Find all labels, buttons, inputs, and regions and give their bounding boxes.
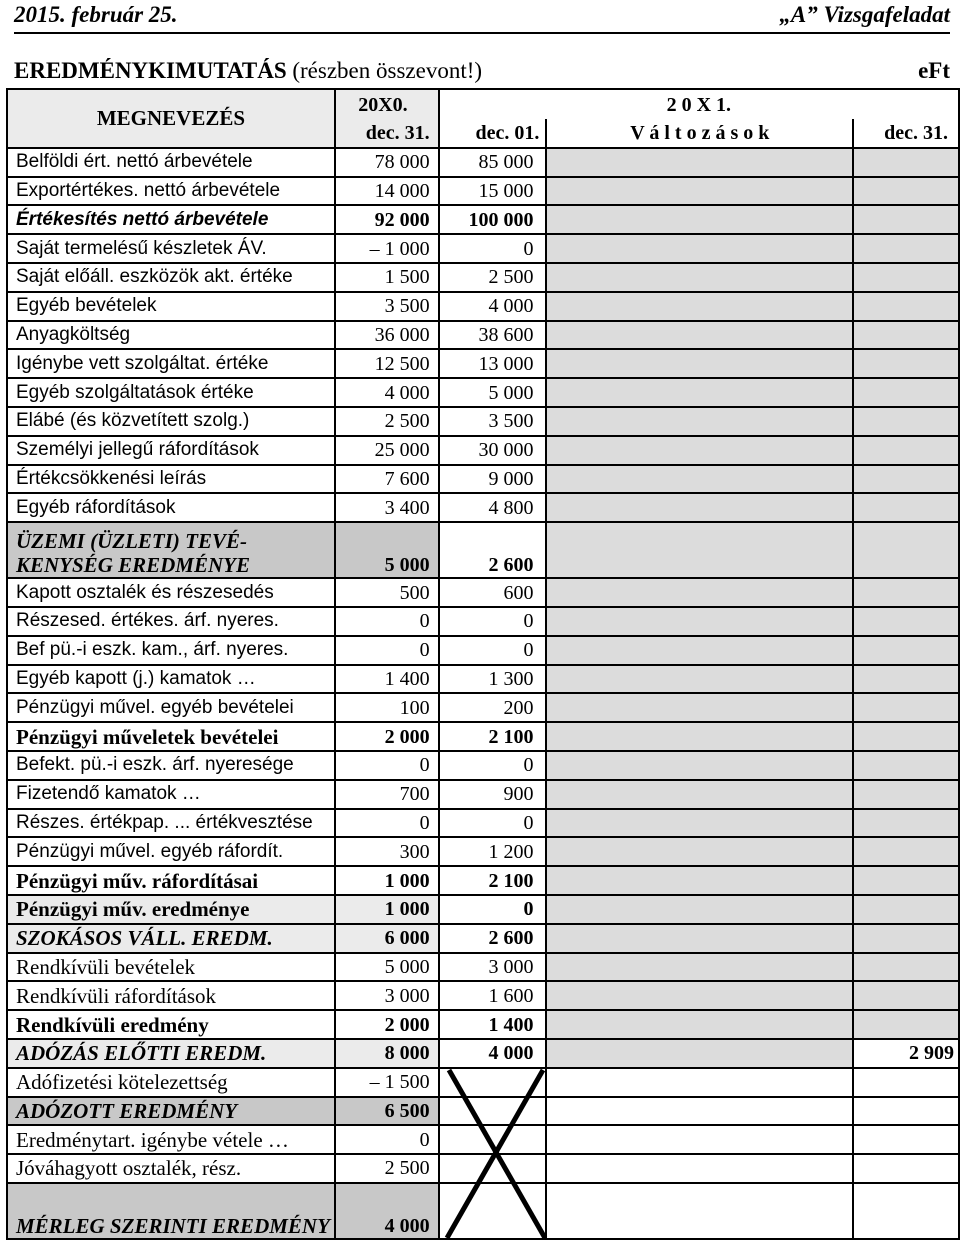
- row-value-y1-start: 4 000: [439, 1039, 547, 1068]
- table-row: [7, 722, 959, 751]
- table-row: [7, 578, 959, 607]
- table-row: [7, 895, 959, 924]
- row-label: Kapott osztalék és részesedés: [7, 578, 335, 607]
- row-value-y1-start: 9 000: [439, 465, 547, 494]
- row-value-y0: 1 000: [335, 895, 439, 924]
- row-value-change: [546, 1010, 853, 1039]
- row-value-change: [546, 693, 853, 722]
- row-value-y0: 3 000: [335, 981, 439, 1010]
- row-value-y1-start: 5 000: [439, 378, 547, 407]
- row-value-y0: 5 000: [335, 522, 439, 578]
- row-label: Igénybe vett szolgáltat. értéke: [7, 349, 335, 378]
- header-y1-top: 2 0 X 1.: [439, 89, 959, 119]
- row-value-y1-end: [853, 809, 959, 838]
- row-value-y1-start: 4 800: [439, 493, 547, 522]
- row-value-y1-end: [853, 866, 959, 895]
- row-value-y1-end: [853, 407, 959, 436]
- header-name: MEGNEVEZÉS: [7, 89, 335, 148]
- row-value-change: [546, 607, 853, 636]
- header-y1-col-c: dec. 31.: [853, 119, 959, 148]
- row-value-y1-start: 3 000: [439, 953, 547, 982]
- row-value-y0: 25 000: [335, 436, 439, 465]
- row-label: Exportértékes. nettó árbevétele: [7, 177, 335, 206]
- row-label: Rendkívüli ráfordítások: [7, 981, 335, 1010]
- header-exam: „A” Vizsgafeladat: [779, 2, 950, 27]
- row-value-y0: 0: [335, 636, 439, 665]
- row-value-y0: 2 500: [335, 407, 439, 436]
- row-value-change: [546, 349, 853, 378]
- row-value-y1-start: 15 000: [439, 177, 547, 206]
- title-main: EREDMÉNYKIMUTATÁS: [14, 58, 287, 83]
- row-value-y0: 1 000: [335, 866, 439, 895]
- row-value-y1-end: [853, 177, 959, 206]
- row-label: Pénzügyi műveletek bevételei: [7, 722, 335, 751]
- row-value-y0: – 1 000: [335, 234, 439, 263]
- row-value-y1-end: [853, 148, 959, 177]
- row-value-y0: 14 000: [335, 177, 439, 206]
- row-label: Részes. értékpap. ... értékvesztése: [7, 809, 335, 838]
- row-value-y1-start: 900: [439, 780, 547, 809]
- table-row: [7, 349, 959, 378]
- row-value-y0: 2 500: [335, 1154, 439, 1183]
- table-row: [7, 607, 959, 636]
- row-value-y0: 0: [335, 809, 439, 838]
- row-value-y1-end: [853, 1097, 959, 1126]
- row-label: Befekt. pü.-i eszk. árf. nyeresége: [7, 751, 335, 780]
- row-value-y1-start: 2 100: [439, 722, 547, 751]
- row-value-y0: 0: [335, 1125, 439, 1154]
- row-value-y0: 5 000: [335, 953, 439, 982]
- table-row: [7, 407, 959, 436]
- row-label: ADÓZÁS ELŐTTI EREDM.: [7, 1039, 335, 1068]
- row-value-y1-start: 85 000: [439, 148, 547, 177]
- row-value-y1-end: [853, 205, 959, 234]
- row-value-change: [546, 407, 853, 436]
- table-row: [7, 981, 959, 1010]
- table-row: [7, 205, 959, 234]
- table-row: [7, 1010, 959, 1039]
- row-value-y1-end: [853, 981, 959, 1010]
- row-value-y1-end: [853, 292, 959, 321]
- row-value-y0: 700: [335, 780, 439, 809]
- row-value-change: [546, 722, 853, 751]
- row-label: SZOKÁSOS VÁLL. EREDM.: [7, 924, 335, 953]
- row-value-y1-end: [853, 1183, 959, 1239]
- table-row: [7, 665, 959, 694]
- row-value-change: [546, 234, 853, 263]
- row-value-change: [546, 837, 853, 866]
- row-value-y0: 12 500: [335, 349, 439, 378]
- row-value-y1-end: [853, 722, 959, 751]
- row-value-y1-start: 1 400: [439, 1010, 547, 1039]
- row-value-change: [546, 895, 853, 924]
- row-label: Adófizetési kötelezettség: [7, 1068, 335, 1097]
- row-value-y1-start: 3 500: [439, 407, 547, 436]
- row-value-y0: 300: [335, 837, 439, 866]
- row-value-y1-end: [853, 1125, 959, 1154]
- row-value-y1-end: [853, 1154, 959, 1183]
- table-row: [7, 866, 959, 895]
- row-value-y1-start: 1 600: [439, 981, 547, 1010]
- row-value-y0: 2 000: [335, 1010, 439, 1039]
- header-y0-top: 20X0.: [335, 89, 439, 119]
- table-row: [7, 263, 959, 292]
- row-value-y1-start: 2 600: [439, 924, 547, 953]
- row-value-y1-end: [853, 522, 959, 578]
- table-row: [7, 837, 959, 866]
- row-value-change: [546, 522, 853, 578]
- row-label: Egyéb bevételek: [7, 292, 335, 321]
- table-row: [7, 953, 959, 982]
- row-value-y1-start: 0: [439, 751, 547, 780]
- table-row: [7, 292, 959, 321]
- row-value-y1-start: 2 500: [439, 263, 547, 292]
- row-value-y0: 6 000: [335, 924, 439, 953]
- row-value-y1-end: [853, 693, 959, 722]
- row-value-y1-start: 1 300: [439, 665, 547, 694]
- row-label: Egyéb szolgáltatások értéke: [7, 378, 335, 407]
- row-value-y0: 36 000: [335, 321, 439, 350]
- row-value-y1-end: [853, 607, 959, 636]
- cross-out-mark: [441, 1066, 551, 1242]
- table-row: [7, 924, 959, 953]
- row-value-y1-end: [853, 436, 959, 465]
- row-label: Értékesítés nettó árbevétele: [7, 205, 335, 234]
- table-row: [7, 436, 959, 465]
- row-label: Belföldi ért. nettó árbevétele: [7, 148, 335, 177]
- row-label: Pénzügyi műv. ráfordításai: [7, 866, 335, 895]
- row-label: Rendkívüli eredmény: [7, 1010, 335, 1039]
- header-y0-bottom: dec. 31.: [335, 119, 439, 148]
- row-value-y1-start: 200: [439, 693, 547, 722]
- row-value-y1-end: [853, 837, 959, 866]
- row-value-y1-end: [853, 1068, 959, 1097]
- row-value-change: [546, 981, 853, 1010]
- row-value-change: [546, 1097, 853, 1126]
- row-value-y1-start: 600: [439, 578, 547, 607]
- row-value-change: [546, 292, 853, 321]
- row-value-y1-end: [853, 953, 959, 982]
- table-row: [7, 148, 959, 177]
- row-value-y0: 4 000: [335, 1183, 439, 1239]
- row-value-y0: 1 500: [335, 263, 439, 292]
- row-value-y1-end: [853, 321, 959, 350]
- row-value-y1-start: 4 000: [439, 292, 547, 321]
- row-value-change: [546, 436, 853, 465]
- row-value-y0: 2 000: [335, 722, 439, 751]
- row-value-change: [546, 1039, 853, 1068]
- row-label: Eredménytart. igénybe vétele …: [7, 1125, 335, 1154]
- row-label: Anyagköltség: [7, 321, 335, 350]
- row-value-change: [546, 578, 853, 607]
- table-row: [7, 1039, 959, 1068]
- row-value-y0: 0: [335, 751, 439, 780]
- row-label: Pénzügyi művel. egyéb bevételei: [7, 693, 335, 722]
- row-value-y1-start: 0: [439, 809, 547, 838]
- table-row: [7, 636, 959, 665]
- row-label: Jóváhagyott osztalék, rész.: [7, 1154, 335, 1183]
- row-value-y1-start: 0: [439, 636, 547, 665]
- row-label: Elábé (és közvetített szolg.): [7, 407, 335, 436]
- row-value-y1-start: 38 600: [439, 321, 547, 350]
- table-row: [7, 693, 959, 722]
- header-y1-col-a: dec. 01.: [439, 119, 547, 148]
- row-value-y1-end: [853, 665, 959, 694]
- row-value-y1-end: [853, 780, 959, 809]
- row-value-change: [546, 1183, 853, 1239]
- row-label: Egyéb ráfordítások: [7, 493, 335, 522]
- header-date: 2015. február 25.: [14, 2, 178, 27]
- row-value-change: [546, 1068, 853, 1097]
- row-label: Pénzügyi művel. egyéb ráfordít.: [7, 837, 335, 866]
- row-value-change: [546, 378, 853, 407]
- row-value-change: [546, 177, 853, 206]
- row-value-y1-end: [853, 378, 959, 407]
- row-value-y1-end: [853, 895, 959, 924]
- row-label: Saját előáll. eszközök akt. értéke: [7, 263, 335, 292]
- row-value-y1-start: 1 200: [439, 837, 547, 866]
- row-value-y1-start: 2 100: [439, 866, 547, 895]
- row-value-y1-start: 2 600: [439, 522, 547, 578]
- row-value-y1-end: [853, 349, 959, 378]
- header-y1-col-b: V á l t o z á s o k: [546, 119, 853, 148]
- table-row: [7, 321, 959, 350]
- row-value-y0: 0: [335, 607, 439, 636]
- row-label: ADÓZOTT EREDMÉNY: [7, 1097, 335, 1126]
- row-value-y0: – 1 500: [335, 1068, 439, 1097]
- row-value-y1-start: 0: [439, 234, 547, 263]
- row-value-y0: 7 600: [335, 465, 439, 494]
- row-value-y0: 6 500: [335, 1097, 439, 1126]
- title-unit: eFt: [918, 58, 950, 83]
- row-label: ÜZEMI (ÜZLETI) TEVÉ-KENYSÉG EREDMÉNYE: [7, 522, 335, 578]
- row-value-change: [546, 493, 853, 522]
- row-value-change: [546, 263, 853, 292]
- row-value-y1-end: [853, 636, 959, 665]
- row-value-y0: 8 000: [335, 1039, 439, 1068]
- row-value-y0: 78 000: [335, 148, 439, 177]
- row-value-change: [546, 205, 853, 234]
- row-value-change: [546, 866, 853, 895]
- table-row: [7, 751, 959, 780]
- row-value-change: [546, 1154, 853, 1183]
- row-value-y0: 1 400: [335, 665, 439, 694]
- row-value-y0: 500: [335, 578, 439, 607]
- row-label: Részesed. értékes. árf. nyeres.: [7, 607, 335, 636]
- row-label: Pénzügyi műv. eredménye: [7, 895, 335, 924]
- row-value-y0: 92 000: [335, 205, 439, 234]
- row-value-y1-start: 100 000: [439, 205, 547, 234]
- row-value-change: [546, 953, 853, 982]
- row-value-y1-start: 13 000: [439, 349, 547, 378]
- row-value-y1-end: [853, 263, 959, 292]
- row-value-y1-end: [853, 493, 959, 522]
- title-text: [14, 56, 482, 86]
- table-row: [7, 378, 959, 407]
- row-value-y1-end: [853, 751, 959, 780]
- row-value-change: [546, 321, 853, 350]
- row-value-change: [546, 148, 853, 177]
- row-label: Értékcsökkenési leírás: [7, 465, 335, 494]
- title-note: (részben összevont!): [292, 58, 483, 83]
- row-value-y1-end: [853, 924, 959, 953]
- row-value-y0: 3 500: [335, 292, 439, 321]
- row-label: Saját termelésű készletek ÁV.: [7, 234, 335, 263]
- row-value-y1-end: 2 909: [853, 1039, 959, 1068]
- row-value-y0: 100: [335, 693, 439, 722]
- row-label: Rendkívüli bevételek: [7, 953, 335, 982]
- row-value-y1-end: [853, 234, 959, 263]
- row-value-change: [546, 751, 853, 780]
- table-row: [7, 234, 959, 263]
- table-row: [7, 465, 959, 494]
- row-label: Egyéb kapott (j.) kamatok …: [7, 665, 335, 694]
- row-value-change: [546, 780, 853, 809]
- row-value-change: [546, 924, 853, 953]
- row-label: Személyi jellegű ráfordítások: [7, 436, 335, 465]
- document-title: [14, 56, 950, 86]
- table-row: [7, 522, 959, 578]
- row-value-change: [546, 665, 853, 694]
- table-row: [7, 493, 959, 522]
- row-label: Fizetendő kamatok …: [7, 780, 335, 809]
- row-value-y0: 3 400: [335, 493, 439, 522]
- row-label: MÉRLEG SZERINTI EREDMÉNY: [7, 1183, 335, 1239]
- table-row: [7, 177, 959, 206]
- row-value-y1-start: 0: [439, 607, 547, 636]
- row-value-change: [546, 636, 853, 665]
- row-label: Bef pü.-i eszk. kam., árf. nyeres.: [7, 636, 335, 665]
- table-row: [7, 809, 959, 838]
- row-value-change: [546, 1125, 853, 1154]
- row-value-y0: 4 000: [335, 378, 439, 407]
- row-value-change: [546, 465, 853, 494]
- row-value-y1-end: [853, 465, 959, 494]
- row-value-y1-start: 30 000: [439, 436, 547, 465]
- row-value-y1-start: 0: [439, 895, 547, 924]
- page-header: [14, 0, 950, 34]
- row-value-change: [546, 809, 853, 838]
- table-row: [7, 780, 959, 809]
- row-value-y1-end: [853, 1010, 959, 1039]
- row-value-y1-end: [853, 578, 959, 607]
